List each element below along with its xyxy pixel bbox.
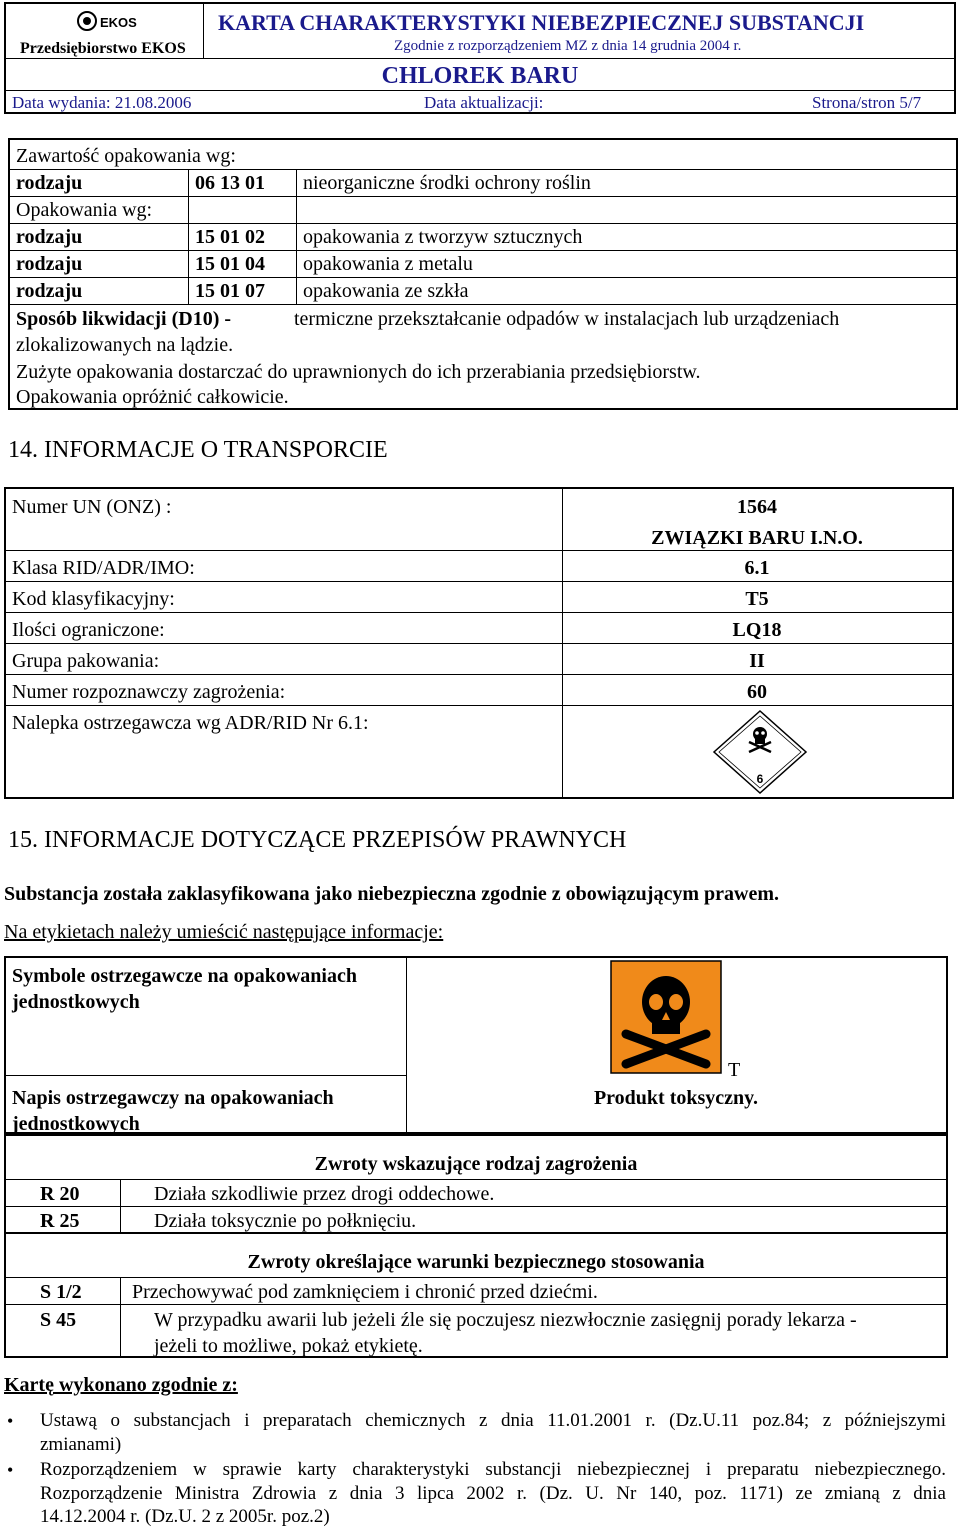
legal-basis-text: Rozporządzeniem w sprawie karty charakterystyki substancji niebezpiecznej i preparatu niebezpiecznego. — [40, 1459, 946, 1480]
transport-value: 60 — [747, 681, 767, 703]
update-date: Data aktualizacji: — [424, 93, 544, 112]
transport-value: T5 — [745, 588, 769, 610]
s-phrases-heading: Zwroty określające warunki bezpiecznego stosowania — [247, 1251, 705, 1273]
packaging-label: Opakowania wg: — [16, 199, 153, 221]
r-phrases-heading: Zwroty wskazujące rodzaj zagrożenia — [314, 1153, 638, 1175]
symbols-label: Symbole ostrzegawcze na opakowaniach — [12, 965, 357, 987]
legal-basis-text-cont: 14.12.2004 r. (Dz.U. 2 z 2005r. poz.2) — [40, 1506, 330, 1527]
r-phrases-table — [4, 1134, 948, 1234]
inscription-label: Napis ostrzegawczy na opakowaniach — [12, 1087, 334, 1109]
transport-value: 6.1 — [744, 557, 770, 579]
section-15-heading: 15. INFORMACJE DOTYCZĄCE PRZEPISÓW PRAWNYCH — [8, 827, 627, 853]
transport-value: LQ18 — [732, 619, 782, 641]
waste-code: 15 01 07 — [195, 280, 265, 302]
transport-value: ZWIĄZKI BARU I.N.O. — [651, 527, 863, 549]
legal-basis-text: Ustawą o substancjach i preparatach chemicznych z dnia 11.01.2001 r. (Dz.U.11 poz.84; z późniejszymi — [40, 1410, 946, 1431]
section-14-heading: 14. INFORMACJE O TRANSPORCIE — [8, 437, 388, 463]
disposal-method-text-cont: zlokalizowanych na lądzie. — [16, 334, 234, 356]
packaging-note: Opakowania opróżnić całkowicie. — [16, 386, 289, 408]
ekos-logo — [76, 8, 146, 34]
bullet-icon: • — [7, 1411, 14, 1431]
transport-label: Kod klasyfikacyjny: — [12, 588, 175, 610]
waste-code: 15 01 04 — [195, 253, 265, 275]
waste-code: 15 01 02 — [195, 226, 265, 248]
transport-table — [4, 487, 954, 799]
s-phrase-code: S 1/2 — [40, 1281, 82, 1303]
transport-label: Klasa RID/ADR/IMO: — [12, 557, 195, 579]
disposal-method-text: termiczne przekształcanie odpadów w instalacjach lub urządzeniach — [294, 308, 840, 330]
transport-label: Numer rozpoznawczy zagrożenia: — [12, 681, 286, 703]
r-phrase-code: R 20 — [40, 1183, 80, 1205]
packaging-note: Zużyte opakowania dostarczać do uprawnionych do ich przerabiania przedsiębiorstw. — [16, 361, 701, 383]
s-phrase-code: S 45 — [40, 1309, 77, 1331]
adr-class-number: 6 — [756, 772, 764, 786]
ekos-logo-icon — [76, 8, 146, 34]
basis-heading: Kartę wykonano zgodnie z: — [4, 1374, 238, 1396]
waste-disposal-box — [8, 138, 958, 410]
label-info-intro: Na etykietach należy umieścić następujące informacje: — [4, 921, 444, 943]
legal-basis-text-cont: zmianami) — [40, 1434, 122, 1455]
symbol-letter: T — [728, 1059, 741, 1081]
document-title: KARTA CHARAKTERYSTYKI NIEBEZPIECZNEJ SUBSTANCJI — [218, 10, 865, 35]
waste-desc: nieorganiczne środki ochrony roślin — [303, 172, 591, 194]
transport-value: 1564 — [737, 496, 777, 518]
logo-text: EKOS — [100, 15, 137, 30]
transport-label: Numer UN (ONZ) : — [12, 496, 172, 518]
waste-desc: opakowania z metalu — [303, 253, 473, 275]
issue-date: Data wydania: 21.08.2006 — [12, 93, 192, 112]
content-label: Zawartość opakowania wg: — [16, 145, 236, 167]
page-number: Strona/stron 5/7 — [812, 93, 922, 112]
toxic-diamond-icon — [711, 709, 809, 795]
waste-kind: rodzaju — [16, 280, 83, 302]
bullet-icon: • — [7, 1460, 14, 1480]
waste-kind: rodzaju — [16, 226, 83, 248]
symbols-label-cont: jednostkowych — [12, 991, 140, 1013]
r-phrase-code: R 25 — [40, 1210, 80, 1232]
waste-desc: opakowania ze szkła — [303, 280, 469, 302]
r-phrase-text: Działa toksycznie po połknięciu. — [154, 1210, 417, 1232]
inscription-value: Produkt toksyczny. — [593, 1087, 759, 1109]
legal-basis-text-cont: Rozporządzenie Ministra Zdrowia z dnia 3 lipca 2002 r. (Dz. U. Nr 140, poz. 1171) ze zmianą z dnia — [40, 1483, 946, 1504]
company-name: Przedsiębiorstwo EKOS — [20, 40, 186, 57]
waste-code: 06 13 01 — [195, 172, 265, 194]
waste-kind: rodzaju — [16, 253, 83, 275]
transport-label: Nalepka ostrzegawcza wg ADR/RID Nr 6.1: — [12, 712, 369, 734]
label-info-table — [4, 956, 948, 1134]
adr-6-1-label — [711, 709, 809, 795]
classification-statement: Substancja została zaklasyfikowana jako niebezpieczna zgodnie z obowiązującym prawem. — [4, 883, 779, 905]
document-header — [4, 2, 956, 114]
transport-label: Grupa pakowania: — [12, 650, 160, 672]
r-phrase-text: Działa szkodliwie przez drogi oddechowe. — [154, 1183, 495, 1205]
toxic-symbol — [610, 960, 722, 1074]
s-phrase-text: W przypadku awarii lub jeżeli źle się poczujesz niezwłocznie zasięgnij porady lekarza - — [154, 1309, 857, 1331]
transport-label: Ilości ograniczone: — [12, 619, 165, 641]
inscription-label-cont: jednostkowych — [12, 1113, 140, 1135]
disposal-method-label: Sposób likwidacji (D10) - — [16, 308, 232, 330]
s-phrase-text: Przechowywać pod zamknięciem i chronić przed dziećmi. — [132, 1281, 598, 1303]
s-phrases-table — [4, 1232, 948, 1358]
skull-crossbones-icon — [610, 960, 722, 1074]
s-phrase-text-cont: jeżeli to możliwe, pokaż etykietę. — [154, 1335, 423, 1357]
waste-desc: opakowania z tworzyw sztucznych — [303, 226, 583, 248]
waste-kind: rodzaju — [16, 172, 83, 194]
substance-name: CHLOREK BARU — [381, 63, 579, 89]
transport-value: II — [749, 650, 765, 672]
regulation-note: Zgodnie z rozporządzeniem MZ z dnia 14 grudnia 2004 r. — [394, 38, 742, 54]
